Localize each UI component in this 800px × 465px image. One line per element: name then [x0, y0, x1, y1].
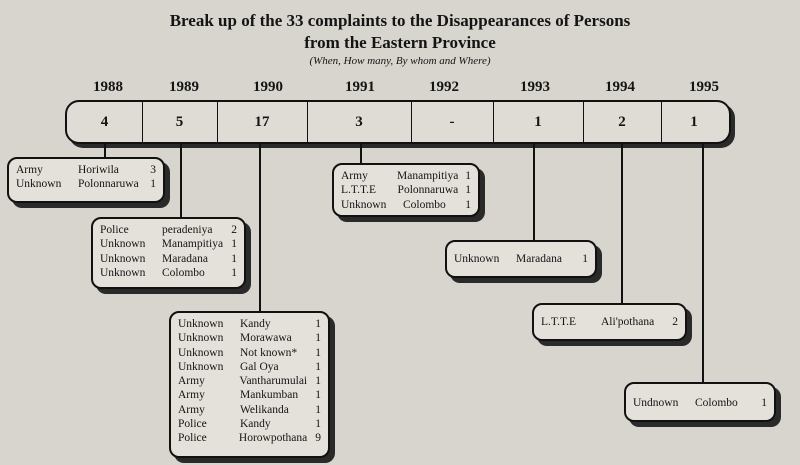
year-label-1993: 1993 [520, 79, 550, 95]
year-label-1994: 1994 [605, 79, 635, 95]
location: peradeniya [162, 224, 213, 236]
location: Kandy [240, 418, 271, 431]
agency: Police [178, 432, 207, 445]
connector-line-1990 [259, 142, 261, 312]
complaint-row [341, 169, 471, 183]
diagram-subtitle: (When, How many, By whom and Where) [309, 55, 491, 67]
location: Ali'pothana [601, 316, 655, 328]
location: Manampitiya [397, 170, 459, 182]
count: 1 [465, 184, 471, 197]
complaint-row [341, 183, 471, 197]
complaint-row [16, 177, 156, 191]
count: 1 [761, 397, 767, 409]
complaint-row [100, 237, 237, 251]
count: 1 [150, 178, 156, 191]
count: 1 [315, 418, 321, 431]
agency: Unknown [341, 198, 387, 211]
count: 1 [315, 346, 321, 359]
count: 1 [315, 360, 321, 373]
complaint-row [341, 198, 471, 212]
count: 3 [150, 164, 156, 176]
complaint-box-1993 [445, 240, 597, 278]
complaint-row [178, 403, 321, 417]
complaint-row [178, 331, 321, 345]
location: Vantharumulai [239, 375, 308, 388]
complaint-box-1989 [91, 217, 246, 289]
year-label-1991: 1991 [345, 79, 375, 95]
agency: Unknown [100, 266, 146, 279]
count: 1 [231, 252, 237, 265]
count-cell-1988 [67, 102, 143, 142]
agency: Army [178, 403, 205, 416]
location: Not known* [240, 346, 298, 359]
location: Maradana [516, 253, 562, 265]
complaint-row [178, 317, 321, 331]
connector-line-1993 [533, 142, 535, 240]
count-value: 5 [175, 113, 184, 130]
agency: Unknown [100, 238, 146, 251]
count: 1 [315, 332, 321, 345]
connector-line-1995 [702, 142, 704, 382]
count: 1 [315, 389, 321, 402]
location: Colombo [695, 397, 738, 409]
complaint-row [100, 266, 237, 280]
connector-line-1988 [104, 142, 106, 158]
agency: Army [16, 164, 43, 176]
connector-line-1994 [621, 142, 623, 304]
agency: L.T.T.E [541, 316, 577, 328]
timeline-bar [65, 100, 731, 144]
count-cell-1992 [411, 102, 494, 142]
location: Polonnaruwa [397, 184, 459, 197]
year-label-1989: 1989 [169, 79, 199, 95]
agency: Unknown [178, 346, 224, 359]
diagram-title: Break up of the 33 complaints to the Disappearances of Persons [169, 11, 631, 30]
connector-line-1989 [180, 142, 182, 218]
location: Horiwila [78, 164, 119, 176]
count: 2 [231, 224, 237, 236]
agency: Police [178, 418, 207, 431]
count-value: 1 [534, 113, 542, 130]
complaint-row [178, 417, 321, 431]
location: Welikanda [240, 403, 289, 416]
diagram-title-line2: from the Eastern Province [304, 33, 496, 52]
complaint-row [454, 252, 588, 266]
complaint-box-1990 [169, 311, 330, 458]
count-cell-1995 [661, 102, 727, 142]
location: Manampitiya [161, 238, 224, 251]
count-value: 1 [690, 113, 698, 130]
agency: Army [341, 170, 368, 182]
complaint-row [178, 360, 321, 374]
location: Colombo [403, 198, 446, 211]
complaint-box-1994 [532, 303, 687, 341]
count: 1 [315, 318, 321, 330]
complaint-row [100, 252, 237, 266]
complaint-row [633, 396, 767, 410]
location: Mankumban [240, 389, 299, 402]
complaint-row [178, 346, 321, 360]
complaint-row [541, 315, 678, 329]
agency: Army [178, 375, 205, 388]
count-cell-1994 [583, 102, 662, 142]
complaint-box-1991 [332, 163, 480, 217]
agency: Unknown [178, 332, 224, 345]
location: Kandy [240, 318, 271, 330]
complaint-row [100, 223, 237, 237]
complaint-box-1988 [7, 157, 165, 203]
count-value: - [449, 113, 455, 130]
agency: Unknown [178, 360, 224, 373]
count-cell-1990 [217, 102, 308, 142]
count: 1 [315, 375, 321, 388]
location: Polonnaruwa [78, 178, 139, 191]
agency: Undnown [633, 397, 679, 409]
complaint-box-1995 [624, 382, 776, 422]
agency: Unknown [178, 318, 224, 330]
count-cell-1989 [142, 102, 218, 142]
agency: Army [178, 389, 205, 402]
year-label-1992: 1992 [429, 79, 459, 95]
year-label-1990: 1990 [253, 79, 283, 95]
agency: L.T.T.E [341, 184, 377, 197]
year-label-1988: 1988 [93, 79, 123, 95]
complaint-row [178, 374, 321, 388]
count: 1 [582, 253, 588, 265]
location: Maradana [162, 252, 208, 265]
location: Colombo [162, 266, 205, 279]
count-value: 4 [100, 113, 109, 130]
complaint-row [178, 431, 321, 445]
location: Gal Oya [240, 360, 279, 373]
complaint-row [16, 163, 156, 177]
count-value: 2 [618, 113, 626, 130]
count: 1 [315, 403, 321, 416]
year-label-1995: 1995 [689, 79, 719, 95]
agency: Unknown [16, 178, 62, 191]
count-cell-1993 [493, 102, 584, 142]
count-value: 17 [254, 113, 270, 130]
count-cell-1991 [307, 102, 412, 142]
count: 1 [465, 198, 471, 211]
complaint-row [178, 388, 321, 402]
location: Morawawa [240, 332, 292, 345]
count: 1 [231, 238, 237, 251]
agency: Police [100, 224, 129, 236]
agency: Unknown [454, 253, 500, 265]
agency: Unknown [100, 252, 146, 265]
connector-line-1991 [360, 142, 362, 164]
count: 1 [231, 266, 237, 279]
count-value: 3 [355, 113, 363, 130]
count: 2 [672, 316, 678, 328]
count: 1 [465, 170, 471, 182]
location: Horowpothana [238, 432, 308, 445]
count: 9 [315, 432, 321, 445]
